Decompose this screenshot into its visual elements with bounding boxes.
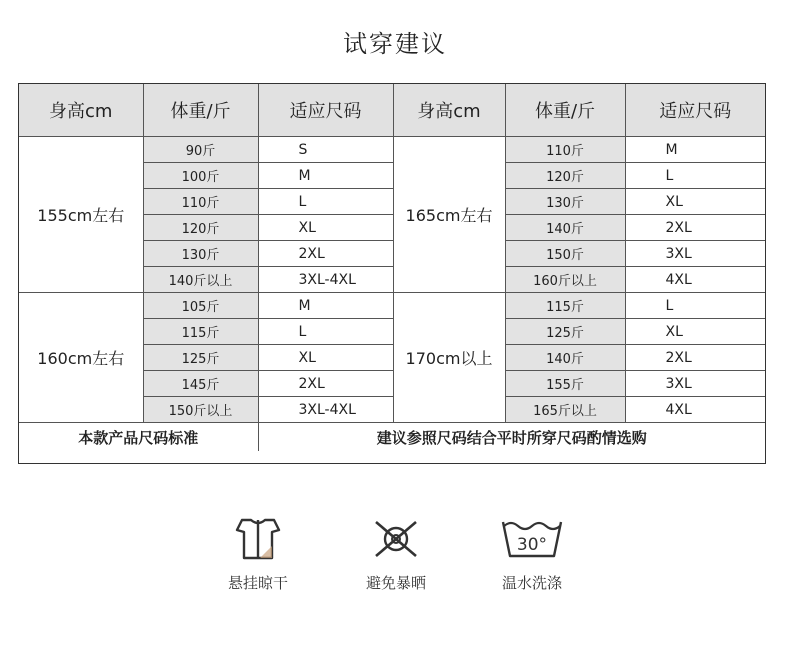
size-cell: XL <box>625 189 765 215</box>
size-cell: 3XL-4XL <box>258 397 393 423</box>
hang-dry-label: 悬挂晾干 <box>227 574 288 592</box>
size-cell: 3XL <box>625 371 765 397</box>
header-weight-left: 体重/斤 <box>143 84 258 137</box>
weight-cell: 145斤 <box>143 371 258 397</box>
weight-cell: 100斤 <box>143 163 258 189</box>
header-size-left: 适应尺码 <box>258 84 393 137</box>
weight-cell: 120斤 <box>505 163 625 189</box>
header-weight-right: 体重/斤 <box>505 84 625 137</box>
weight-cell: 165斤以上 <box>505 397 625 423</box>
weight-cell: 120斤 <box>143 215 258 241</box>
weight-cell: 125斤 <box>505 319 625 345</box>
weight-cell: 140斤 <box>505 345 625 371</box>
care-item-hang-dry <box>198 516 318 593</box>
size-cell: XL <box>258 345 393 371</box>
size-cell: 2XL <box>258 241 393 267</box>
care-instructions <box>0 516 790 606</box>
size-cell: 2XL <box>625 215 765 241</box>
wash-temp-text: 30° <box>516 535 548 555</box>
weight-cell: 150斤 <box>505 241 625 267</box>
header-height-right: 身高cm <box>393 84 505 137</box>
weight-cell: 110斤 <box>505 137 625 163</box>
footer-note-left: 本款产品尺码标准 <box>19 423 258 452</box>
size-cell: 2XL <box>258 371 393 397</box>
size-cell: 2XL <box>625 345 765 371</box>
care-item-wash-30 <box>472 516 592 593</box>
height-cell-right: 170cm以上 <box>393 293 505 423</box>
table-row <box>19 293 765 319</box>
weight-cell: 90斤 <box>143 137 258 163</box>
hang-dry-icon <box>234 516 282 562</box>
header-size-right: 适应尺码 <box>625 84 765 137</box>
size-table <box>19 84 765 451</box>
size-cell: M <box>625 137 765 163</box>
size-cell: 4XL <box>625 267 765 293</box>
care-item-no-sun <box>336 516 456 593</box>
wash-30-icon <box>499 516 565 562</box>
weight-cell: 150斤以上 <box>143 397 258 423</box>
size-cell: 4XL <box>625 397 765 423</box>
no-sun-icon <box>370 516 422 562</box>
table-footer-row <box>19 423 765 452</box>
size-cell: M <box>258 163 393 189</box>
size-cell: L <box>625 293 765 319</box>
weight-cell: 130斤 <box>143 241 258 267</box>
size-cell: XL <box>625 319 765 345</box>
footer-note-right: 建议参照尺码结合平时所穿尺码酌情选购 <box>258 423 765 452</box>
table-header-row <box>19 84 765 137</box>
page-title: 试穿建议 <box>343 30 447 58</box>
weight-cell: 125斤 <box>143 345 258 371</box>
weight-cell: 140斤 <box>505 215 625 241</box>
weight-cell: 140斤以上 <box>143 267 258 293</box>
size-cell: L <box>258 319 393 345</box>
weight-cell: 160斤以上 <box>505 267 625 293</box>
weight-cell: 105斤 <box>143 293 258 319</box>
height-cell-left: 155cm左右 <box>19 137 143 293</box>
weight-cell: 110斤 <box>143 189 258 215</box>
no-sun-label: 避免暴晒 <box>365 574 426 592</box>
weight-cell: 155斤 <box>505 371 625 397</box>
header-height-left: 身高cm <box>19 84 143 137</box>
wash-label: 温水洗涤 <box>501 574 562 592</box>
weight-cell: 115斤 <box>505 293 625 319</box>
size-cell: S <box>258 137 393 163</box>
weight-cell: 115斤 <box>143 319 258 345</box>
height-cell-right: 165cm左右 <box>393 137 505 293</box>
height-cell-left: 160cm左右 <box>19 293 143 423</box>
size-cell: 3XL <box>625 241 765 267</box>
size-cell: XL <box>258 215 393 241</box>
size-cell: L <box>625 163 765 189</box>
table-row <box>19 137 765 163</box>
size-cell: L <box>258 189 393 215</box>
size-cell: 3XL-4XL <box>258 267 393 293</box>
size-table-container <box>18 83 766 464</box>
size-cell: M <box>258 293 393 319</box>
weight-cell: 130斤 <box>505 189 625 215</box>
